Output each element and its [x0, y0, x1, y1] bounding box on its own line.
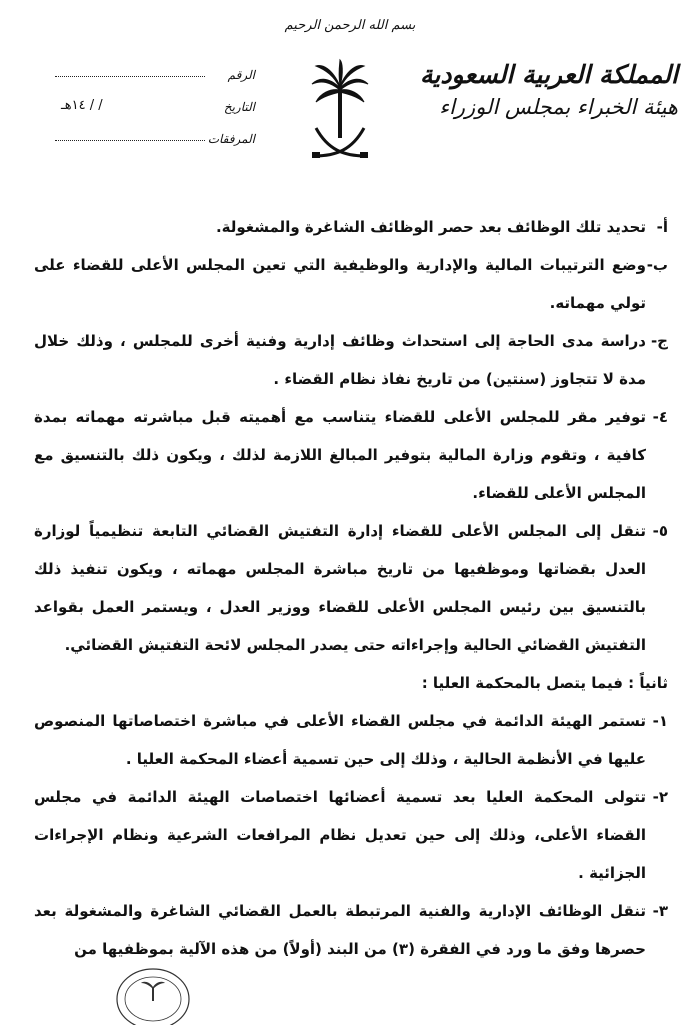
clause-text: وضع الترتيبات المالية والإدارية والوظيفية التي تعين المجلس الأعلى للقضاء على تولي مهماته. — [34, 256, 646, 312]
item-second-1 — [34, 702, 668, 778]
clause-marker: أ- — [656, 218, 668, 236]
item-4 — [34, 398, 668, 512]
date-format: / / ١٤هـ — [61, 98, 103, 113]
reference-number-line — [55, 76, 205, 77]
reference-block — [55, 68, 255, 164]
attachments-line — [55, 140, 205, 141]
item-text: تنقل الوظائف الإدارية والفنية المرتبطة بالعمل القضائي الشاغرة والمشغولة بعد حصرها وفق ما ورد في الفقرة (٣) من البند (أولاً) من هذه الآلية بموظفيها من — [34, 902, 646, 958]
clause-text: دراسة مدى الحاجة إلى استحداث وظائف إدارية وفنية أخرى للمجلس ، وذلك خلال مدة لا تتجاوز (سنتين) من تاريخ نفاذ نظام القضاء . — [34, 332, 646, 388]
clause-text: تحديد تلك الوظائف بعد حصر الوظائف الشاغرة والمشغولة. — [215, 218, 646, 236]
item-marker: ٤- — [652, 408, 668, 426]
item-second-3 — [34, 892, 668, 968]
clause-b — [34, 246, 668, 322]
item-text: تستمر الهيئة الدائمة في مجلس القضاء الأعلى في مباشرة اختصاصاتها المنصوص عليها في الأنظمة الحالية ، وذلك إلى حين تسمية أعضاء المحكمة العليا . — [34, 712, 646, 768]
clause-marker: ب- — [646, 256, 668, 274]
document-body — [34, 208, 668, 968]
section-heading-second: ثانياً : فيما يتصل بالمحكمة العليا : — [421, 674, 668, 692]
date-label: التاريخ — [223, 100, 255, 114]
saudi-emblem-icon — [310, 58, 370, 168]
attachments-label: المرفقات — [207, 132, 255, 146]
reference-number-row — [55, 68, 255, 100]
basmala: بسم الله الرحمن الرحيم — [284, 18, 416, 33]
item-marker: ٥- — [652, 522, 668, 540]
item-marker: ٢- — [652, 788, 668, 806]
reference-number-label: الرقم — [227, 68, 255, 82]
org-line-2: هيئة الخبراء بمجلس الوزراء — [439, 95, 678, 119]
item-5 — [34, 512, 668, 664]
org-line-1: المملكة العربية السعودية — [419, 60, 678, 89]
clause-marker: ج- — [650, 332, 668, 350]
attachments-row — [55, 132, 255, 164]
item-marker: ١- — [652, 712, 668, 730]
date-row — [55, 100, 255, 132]
official-stamp-icon — [115, 965, 191, 1025]
clause-a — [34, 208, 668, 246]
item-second-2 — [34, 778, 668, 892]
item-text: توفير مقر للمجلس الأعلى للقضاء يتناسب مع أهميته قبل مباشرته مهماته بمدة كافية ، وتقوم وزارة المالية بتوفير المبالغ اللازمة لذلك ، ويكون ذلك بالتنسيق مع المجلس الأعلى للقضاء. — [34, 408, 646, 502]
clause-c — [34, 322, 668, 398]
item-text: تتولى المحكمة العليا بعد تسمية أعضائها اختصاصات الهيئة الدائمة في مجلس القضاء الأعلى، وذلك إلى حين تعديل نظام المرافعات الشرعية ونظام الإجراءات الجزائية . — [34, 788, 646, 882]
item-marker: ٣- — [652, 902, 668, 920]
organization-name — [418, 58, 678, 122]
item-text: تنقل إلى المجلس الأعلى للقضاء إدارة التفتيش القضائي التابعة تنظيمياً لوزارة العدل بقضاتها وموظفيها من تاريخ مباشرة المجلس مهماته ، ويكون تنفيذ ذلك بالتنسيق بين رئيس المجلس الأعلى للقضاء ووزير العدل ، ويستمر العمل بقواعد التفتيش القضائي الحالية وإجراءاته حتى يصدر المجلس لائحة التفتيش القضائي. — [34, 522, 646, 654]
